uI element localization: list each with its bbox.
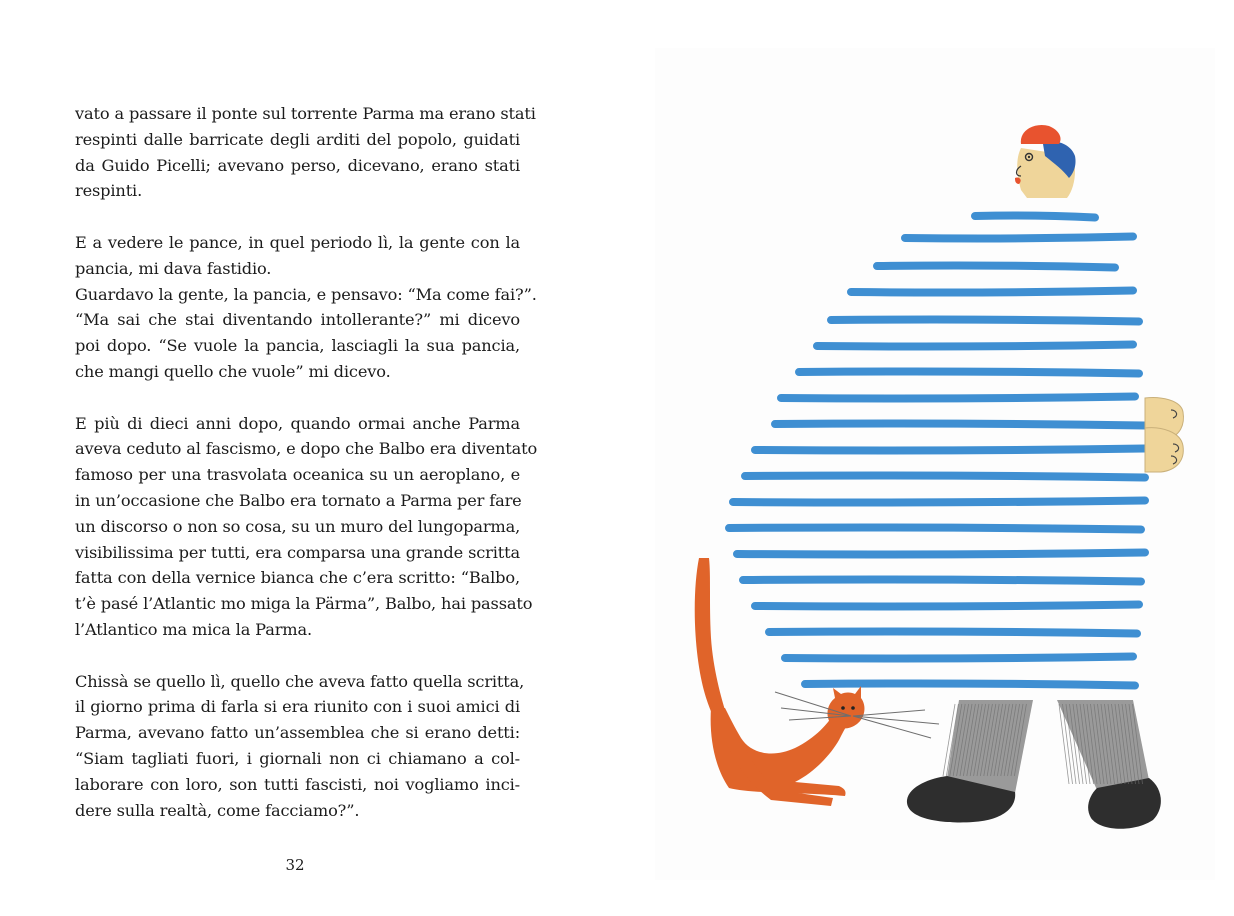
body-stripe	[975, 216, 1095, 218]
text-line: fatta con della vernice bianca che c’era scritto: “Balbo,	[75, 568, 520, 588]
text-line: da Guido Picelli; avevano perso, dicevano, erano stati	[75, 155, 520, 175]
text-line: l’Atlantico ma mica la Parma.	[75, 619, 312, 639]
body-stripe	[743, 580, 1141, 582]
body-stripe	[755, 449, 1145, 451]
body-stripe	[733, 501, 1145, 503]
body-stripe	[781, 397, 1135, 399]
body-text	[75, 101, 538, 849]
text-line: laborare con loro, son tutti fascisti, noi vogliamo inci-	[75, 774, 520, 794]
text-line: respinti.	[75, 181, 143, 201]
text-line: dere sulla realtà, come facciamo?”.	[75, 800, 360, 820]
body-stripe	[745, 476, 1145, 478]
text-line: vato a passare il ponte sul torrente Parma ma erano stati	[75, 104, 536, 123]
text-line: “Siam tagliati fuori, i giornali non ci chiamano a col-	[75, 748, 520, 768]
body-stripe	[805, 684, 1135, 686]
text-line: famoso per una trasvolata oceanica su un aeroplano, e	[75, 465, 520, 485]
body-stripe	[877, 266, 1115, 268]
text-line: un discorso o non so cosa, su un muro del lungoparma,	[75, 516, 521, 536]
text-line: E più di dieci anni dopo, quando ormai anche Parma	[75, 413, 520, 433]
cat-eye	[851, 706, 855, 710]
text-line: Guardavo la gente, la pancia, e pensavo: “Ma come fai?”.	[75, 284, 537, 304]
body-stripe	[799, 372, 1139, 374]
illustration-page	[655, 48, 1215, 880]
body-stripe	[755, 605, 1139, 607]
text-line: visibilissima per tutti, era comparsa una grande scritta	[75, 542, 520, 562]
cat-tail	[695, 558, 727, 720]
text-line: Chissà se quello lì, quello che aveva fatto quella scritta,	[75, 671, 525, 691]
text-line: respinti dalle barricate degli arditi del popolo, guidati	[75, 129, 520, 149]
cap	[1021, 125, 1061, 144]
text-line: il giorno prima di farla si era riunito con i suoi amici di	[75, 697, 520, 717]
paragraph-2	[75, 230, 537, 385]
body-stripe	[737, 553, 1145, 555]
body-stripe	[817, 345, 1133, 347]
text-line: “Ma sai che stai diventando intollerante?” mi dicevo	[75, 310, 520, 330]
text-line: che mangi quello che vuole” mi dicevo.	[75, 361, 391, 381]
page-number: 32	[285, 856, 305, 874]
hands	[1145, 398, 1183, 472]
body-stripe	[785, 657, 1133, 659]
body-stripe	[729, 528, 1141, 530]
text-line: aveva ceduto al fascismo, e dopo che Balbo era diventato	[75, 439, 538, 459]
body-stripe	[851, 291, 1133, 293]
text-line: t’è pasé l’Atlantic mo miga la Pärma”, Balbo, hai passato	[75, 594, 533, 614]
text-line: E a vedere le pance, in quel periodo lì, la gente con la	[75, 232, 520, 252]
text-line: poi dopo. “Se vuole la pancia, lasciagli la sua pancia,	[75, 336, 520, 356]
body-stripe	[769, 632, 1137, 634]
legs	[907, 700, 1161, 829]
body-stripe	[775, 424, 1145, 426]
paragraph-3	[75, 411, 538, 643]
striped-body	[729, 216, 1145, 686]
paragraph-1	[75, 101, 536, 204]
text-line: in un’occasione che Balbo era tornato a Parma per fare	[75, 490, 522, 510]
illustration	[655, 48, 1215, 880]
cat-eye	[841, 706, 845, 710]
body-stripe	[905, 237, 1133, 239]
pupil	[1028, 156, 1030, 158]
text-line: Parma, avevano fatto un’assemblea che si erano detti:	[75, 723, 520, 743]
body-stripe	[831, 320, 1139, 322]
man-head	[1015, 125, 1076, 198]
cat-head	[828, 686, 865, 729]
text-line: pancia, mi dava fastidio.	[75, 258, 272, 278]
paragraph-4	[75, 669, 525, 824]
